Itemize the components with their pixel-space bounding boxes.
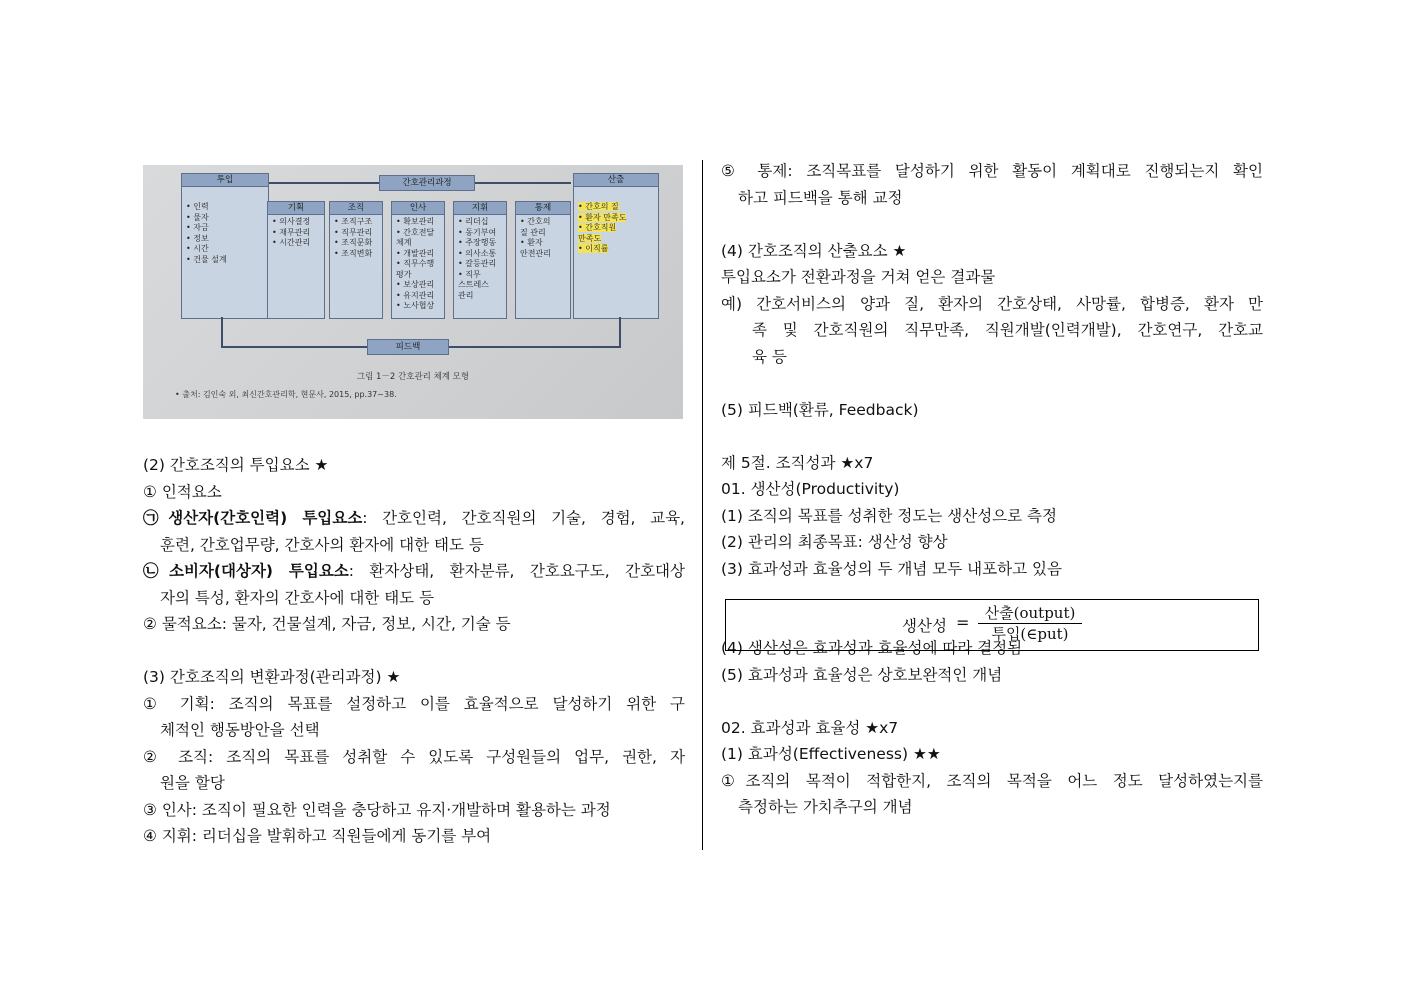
text-line: (2) 관리의 최종목표: 생산성 향상	[721, 533, 948, 551]
text-line	[143, 558, 685, 585]
feedback-arrow-left	[221, 317, 223, 347]
list-item: • 이직률	[578, 244, 609, 253]
feedback-label: 피드백	[367, 339, 449, 355]
text-line: 투입요소가 전환과정을 거쳐 얻은 결과물	[721, 268, 996, 286]
list-item: • 시간관리	[272, 238, 311, 247]
list-item: • 건물 설계	[186, 254, 227, 264]
subheading-productivity: 01. 생산성(Productivity)	[721, 480, 900, 498]
list-item: • 간호전달	[396, 227, 435, 237]
list-item: • 노사협상	[396, 301, 435, 310]
list-item: • 유지관리	[396, 290, 435, 300]
text-line	[143, 505, 685, 532]
text-line: (5) 효과성과 효율성은 상호보완적인 개념	[721, 665, 1003, 684]
formula-denominator: 투입(∈put)	[991, 625, 1069, 643]
feedback-arrow-right	[619, 317, 621, 347]
text-line: ② 물적요소: 물자, 건물설계, 자금, 정보, 시간, 기술 등	[143, 615, 511, 633]
text-line: ①조직의 목적이 적합한지, 조직의 목적을 어느 정도 달성하였는지를	[721, 771, 1263, 790]
figure-caption: 그림 1－2 간호관리 체계 모형	[356, 372, 470, 382]
list-item: • 의사소통	[458, 248, 497, 258]
heading-output-elements: (4) 간호조직의 산출요소 ★	[721, 241, 907, 260]
list-item: 만족도	[578, 233, 602, 243]
list-item: 안전관리	[520, 248, 551, 258]
nursing-management-system-figure	[143, 165, 683, 419]
directing-box	[453, 201, 507, 319]
list-item: • 리더십	[458, 217, 489, 226]
text-line: ② 조직: 조직의 목표를 성취할 수 있도록 구성원들의 업무, 권한, 자	[143, 747, 685, 766]
input-box-items	[186, 202, 266, 265]
text-line: ① 인적요소	[143, 482, 222, 501]
text-line: 측정하는 가치추구의 개념	[738, 798, 913, 816]
list-item: • 확보관리	[396, 217, 435, 226]
list-item: • 간호직원	[578, 223, 617, 232]
text-line: ① 기획: 조직의 목표를 설정하고 이를 효율적으로 달성하기 위한 구	[143, 694, 685, 713]
text-line: (4) 생산성은 효과성과 효율성에 따라 결정됨	[721, 639, 1023, 657]
text-line: (1) 조직의 목표를 성취한 정도는 생산성으로 측정	[721, 506, 1058, 525]
text-line: (3) 효과성과 효율성의 두 개념 모두 내포하고 있음	[721, 559, 1062, 578]
input-box	[181, 173, 269, 319]
list-item: • 간호의 질	[578, 202, 619, 211]
text-line: 예) 간호서비스의 양과 질, 환자의 간호상태, 사망률, 합병증, 환자 만	[721, 294, 1263, 313]
list-item: 관리	[458, 290, 474, 300]
right-column	[721, 158, 1263, 821]
list-item: • 물자	[186, 212, 209, 222]
list-item: • 인력	[186, 202, 209, 211]
process-label: 간호관리과정	[379, 175, 475, 191]
list-item: 스트레스	[458, 280, 489, 289]
text-line: ⑤ 통제: 조직목표를 달성하기 위한 활동이 계획대로 진행되는지 확인	[721, 162, 1263, 180]
list-item: • 의사결정	[272, 217, 311, 226]
list-item: • 조직문화	[334, 238, 373, 247]
text-line: ③ 인사: 조직이 필요한 인력을 충당하고 유지·개발하며 활용하는 과정	[143, 800, 611, 819]
formula-fraction	[978, 603, 1082, 644]
bold-term: ㉠생산자(간호인력) 투입요소	[143, 509, 363, 527]
list-item: • 주장행동	[458, 238, 497, 247]
heading-feedback: (5) 피드백(환류, Feedback)	[721, 400, 919, 419]
list-item: • 재무관리	[272, 227, 311, 237]
list-item: • 환자 만족도	[578, 212, 627, 222]
planning-box	[267, 201, 325, 319]
left-column	[143, 452, 685, 850]
list-item: • 직무관리	[334, 227, 373, 237]
list-item: • 정보	[186, 233, 209, 243]
heading-transformation: (3) 간호조직의 변환과정(관리과정) ★	[143, 668, 401, 686]
list-item: • 조직구조	[334, 217, 373, 226]
list-item: 평가	[396, 269, 412, 279]
column-divider	[702, 160, 703, 850]
text-line: 족 및 간호직원의 직무만족, 직원개발(인력개발), 간호연구, 간호교	[752, 321, 1263, 339]
text-line: 육 등	[752, 347, 787, 366]
list-item: • 직무수행	[396, 259, 435, 268]
input-box-title: 투입	[182, 174, 268, 187]
list-item: 체계	[396, 238, 412, 247]
text-line: 체적인 행동방안을 선택	[160, 721, 320, 739]
list-item: • 간호의	[520, 217, 551, 226]
productivity-formula	[725, 599, 1259, 651]
organizing-title: 조직	[330, 202, 382, 215]
list-item: • 갈등관리	[458, 259, 497, 268]
list-item: 질 관리	[520, 227, 546, 237]
organizing-box	[329, 201, 383, 319]
planning-title: 기획	[268, 202, 324, 215]
staffing-title: 인사	[392, 202, 444, 215]
list-item: • 환자	[520, 238, 543, 247]
list-item: • 조직변화	[334, 248, 373, 258]
list-item: • 동기부여	[458, 227, 497, 237]
formula-equals: =	[956, 613, 970, 632]
list-item: • 보상관리	[396, 280, 435, 289]
formula-numerator: 산출(output)	[978, 603, 1082, 624]
text-span: : 간호인력, 간호직원의 기술, 경험, 교육,	[362, 509, 685, 527]
output-box-title: 산출	[574, 174, 658, 187]
text-line: ④ 지휘: 리더십을 발휘하고 직원들에게 동기를 부여	[143, 827, 492, 845]
heading-input-elements: (2) 간호조직의 투입요소 ★	[143, 456, 329, 474]
controlling-box	[515, 201, 571, 319]
list-item: • 직무	[458, 269, 481, 279]
section-title: 제 5절. 조직성과 ★x7	[721, 453, 874, 472]
text-span: : 환자상태, 환자분류, 간호요구도, 간호대상	[348, 562, 685, 580]
figure-source: • 출처: 김인숙 외, 최신간호관리학, 현문사, 2015, pp.37~38.	[175, 390, 397, 399]
bold-term: ㉡소비자(대상자) 투입요소	[143, 562, 349, 580]
text-line: 훈련, 간호업무량, 간호사의 환자에 대한 태도 등	[160, 535, 484, 554]
text-line: 자의 특성, 환자의 간호사에 대한 태도 등	[160, 588, 435, 607]
directing-title: 지휘	[454, 202, 506, 215]
output-box	[573, 173, 659, 319]
text-line: (1) 효과성(Effectiveness) ★★	[721, 745, 941, 763]
list-item: • 시간	[186, 244, 209, 253]
formula-lhs: 생산성	[902, 617, 947, 635]
text-line: 하고 피드백을 통해 교정	[738, 188, 903, 207]
list-item: • 자금	[186, 223, 209, 232]
list-item: • 개발관리	[396, 248, 435, 258]
controlling-title: 통제	[516, 202, 570, 215]
staffing-box	[391, 201, 445, 319]
text-line: 원을 할당	[160, 774, 225, 792]
subheading-effectiveness-efficiency: 02. 효과성과 효율성 ★x7	[721, 718, 899, 737]
